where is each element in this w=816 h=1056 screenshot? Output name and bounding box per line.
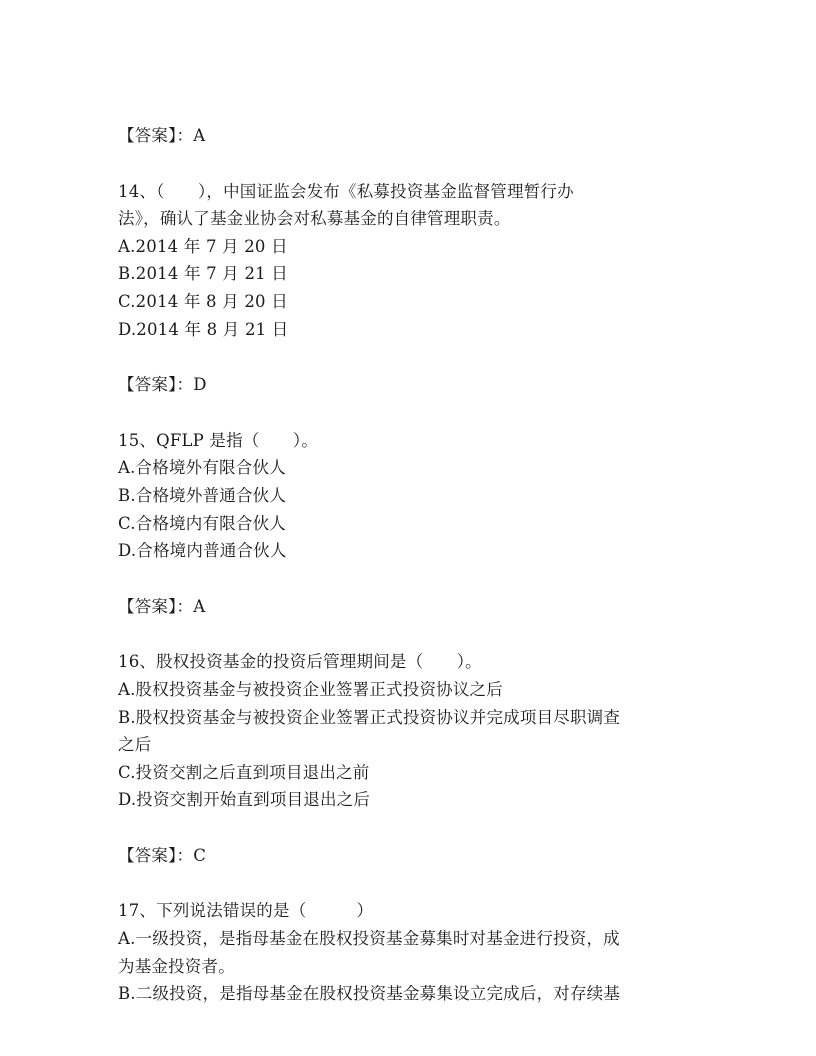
option-a: A.2014 年 7 月 20 日 <box>118 236 288 256</box>
answer-line: 【答案】：C <box>118 845 207 865</box>
document-page <box>118 122 698 1008</box>
question-text: 法》，确认了基金业协会对私募基金的自律管理职责。 <box>118 209 511 229</box>
question-text: 15、QFLP 是指（ ）。 <box>118 430 319 450</box>
answer-line: 【答案】：A <box>118 596 206 616</box>
question-17 <box>118 897 698 1007</box>
option-b: B.股权投资基金与被投资企业签署正式投资协议并完成项目尽职调查 <box>118 707 621 727</box>
question-text: 16、股权投资基金的投资后管理期间是（ ）。 <box>118 652 482 672</box>
option-b: B.合格境外普通合伙人 <box>118 485 287 505</box>
question-text: 14、（ ），中国证监会发布《私募投资基金监督管理暂行办 <box>118 181 574 201</box>
option-d: D.投资交割开始直到项目退出之后 <box>118 790 371 810</box>
question-15 <box>118 427 698 565</box>
question-text: 17、下列说法错误的是（ ） <box>118 901 374 921</box>
option-c: C.合格境内有限合伙人 <box>118 513 286 533</box>
option-a: A.合格境外有限合伙人 <box>118 458 286 478</box>
option-d: D.2014 年 8 月 21 日 <box>118 319 289 339</box>
option-a: A.股权投资基金与被投资企业签署正式投资协议之后 <box>118 679 503 699</box>
option-b: B.二级投资，是指母基金在股权投资基金募集设立完成后，对存续基 <box>118 984 621 1004</box>
option-b-continued: 之后 <box>118 735 152 755</box>
option-d: D.合格境内普通合伙人 <box>118 541 287 561</box>
option-a-continued: 为基金投资者。 <box>118 956 235 976</box>
option-a: A.一级投资，是指母基金在股权投资基金募集时对基金进行投资，成 <box>118 929 620 949</box>
answer-line: 【答案】：A <box>118 126 206 145</box>
answer-line: 【答案】：D <box>118 375 207 395</box>
option-c: C.2014 年 8 月 20 日 <box>118 291 288 311</box>
option-c: C.投资交割之后直到项目退出之前 <box>118 762 370 782</box>
question-16 <box>118 648 698 814</box>
option-b: B.2014 年 7 月 21 日 <box>118 264 288 284</box>
question-14 <box>118 178 698 344</box>
